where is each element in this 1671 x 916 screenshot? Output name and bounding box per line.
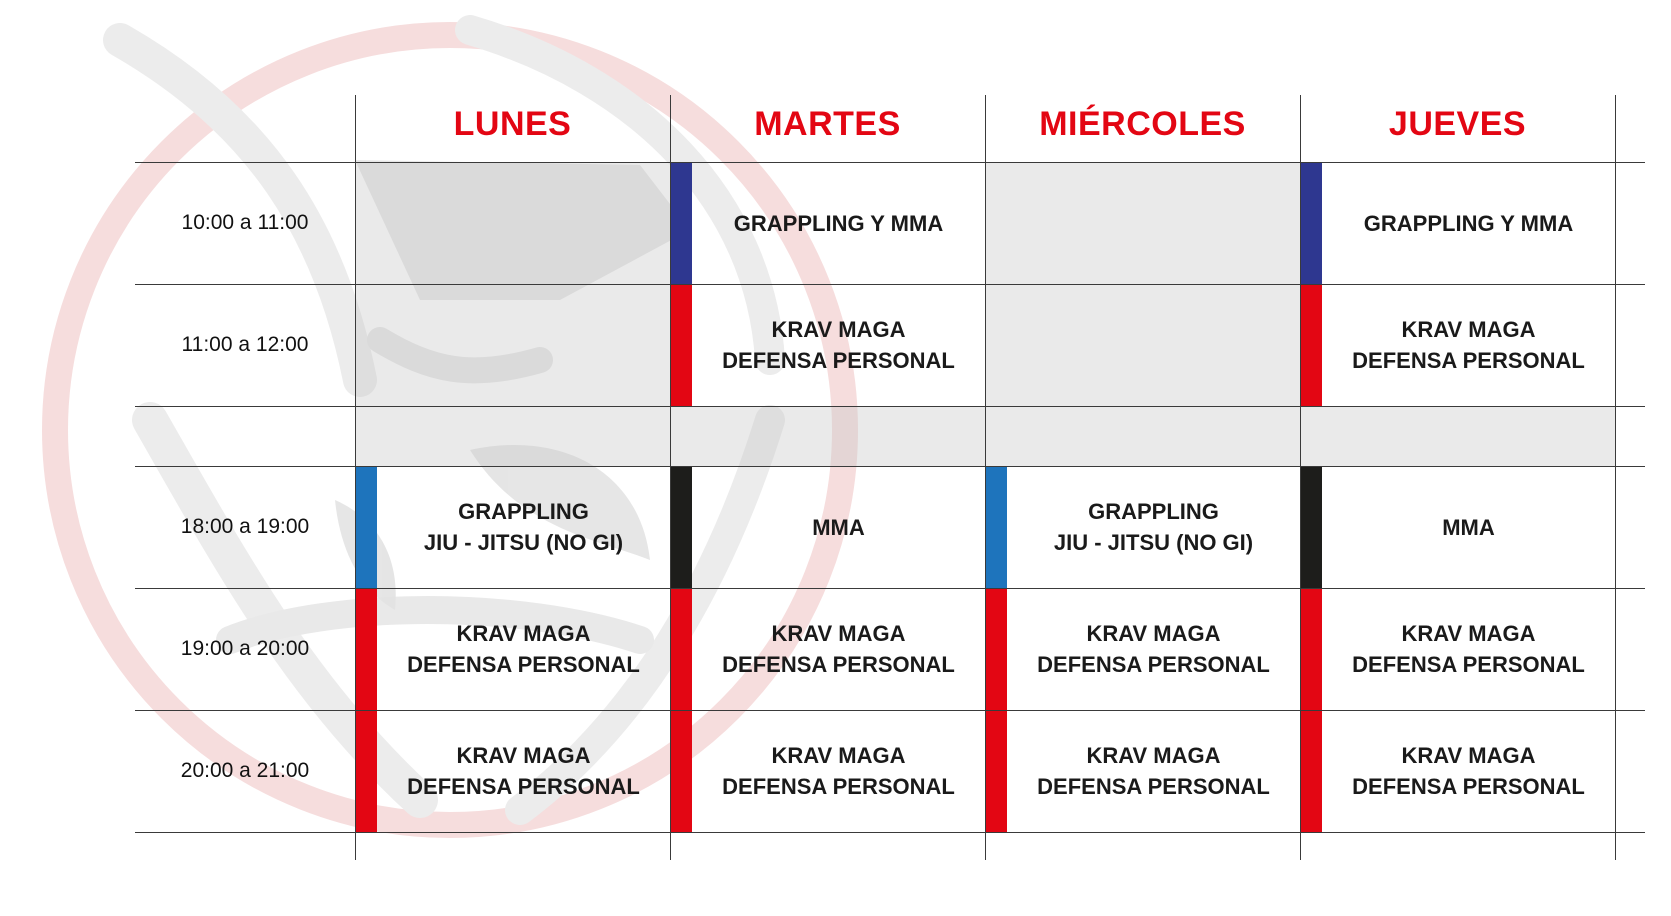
class-name-line: GRAPPLING Y MMA: [1363, 210, 1574, 236]
class-name: [1322, 162, 1615, 284]
class-name-line: KRAV MAGA: [456, 743, 591, 768]
empty-slot: [670, 406, 985, 466]
class-name: [377, 710, 670, 832]
day-header-2: MIÉRCOLES: [1039, 104, 1246, 143]
class-name-line: KRAV MAGA: [1086, 621, 1221, 646]
class-color-bar: [670, 466, 692, 588]
class-cell: [1300, 588, 1615, 710]
class-name-line: DEFENSA PERSONAL: [1352, 348, 1585, 373]
class-name: [692, 284, 985, 406]
class-cell: [670, 466, 985, 588]
class-cell: [985, 710, 1300, 832]
class-color-bar: [1300, 710, 1322, 832]
class-name: [1007, 710, 1300, 832]
time-slot-label: 20:00 a 21:00: [180, 759, 310, 782]
class-name-line: DEFENSA PERSONAL: [722, 774, 955, 799]
class-name-line: KRAV MAGA: [1086, 743, 1221, 768]
class-name-line: GRAPPLING: [458, 499, 589, 524]
class-color-bar: [985, 710, 1007, 832]
row-divider: [135, 466, 1645, 467]
time-slot-label: 11:00 a 12:00: [181, 333, 309, 356]
class-name-line: KRAV MAGA: [456, 621, 591, 646]
class-name: [1007, 466, 1300, 588]
row-divider: [135, 710, 1645, 711]
class-name-line: DEFENSA PERSONAL: [1352, 652, 1585, 677]
class-name-line: KRAV MAGA: [1401, 317, 1536, 342]
class-name-line: JIU - JITSU (NO GI): [423, 530, 624, 555]
class-cell: [355, 588, 670, 710]
class-name-line: DEFENSA PERSONAL: [722, 348, 955, 373]
class-name-line: DEFENSA PERSONAL: [407, 652, 640, 677]
class-color-bar: [1300, 284, 1322, 406]
class-cell: [1300, 284, 1615, 406]
empty-slot: [985, 406, 1300, 466]
time-slot-label: 10:00 a 11:00: [181, 211, 309, 234]
class-color-bar: [670, 710, 692, 832]
class-name: [692, 588, 985, 710]
class-color-bar: [355, 466, 377, 588]
class-color-bar: [985, 466, 1007, 588]
column-divider: [985, 95, 986, 860]
class-name-line: DEFENSA PERSONAL: [407, 774, 640, 799]
row-divider: [135, 406, 1645, 407]
class-name: [1322, 710, 1615, 832]
empty-slot: [1300, 406, 1615, 466]
class-name-line: DEFENSA PERSONAL: [1352, 774, 1585, 799]
class-cell: [670, 284, 985, 406]
empty-slot: [355, 162, 670, 284]
class-name-line: JIU - JITSU (NO GI): [1053, 530, 1254, 555]
class-name: [377, 588, 670, 710]
class-color-bar: [1300, 466, 1322, 588]
class-cell: [1300, 466, 1615, 588]
empty-slot: [985, 162, 1300, 284]
class-name-line: KRAV MAGA: [771, 317, 906, 342]
time-slot-label: 19:00 a 20:00: [180, 637, 310, 660]
class-name-line: KRAV MAGA: [1401, 621, 1536, 646]
class-color-bar: [355, 588, 377, 710]
day-header-0: LUNES: [453, 104, 572, 143]
class-name-line: MMA: [812, 514, 865, 540]
class-name: [692, 466, 985, 588]
class-color-bar: [1300, 588, 1322, 710]
day-header-1: MARTES: [754, 104, 901, 143]
empty-slot: [355, 406, 670, 466]
class-cell: [355, 466, 670, 588]
day-header-3: JUEVES: [1388, 104, 1527, 143]
class-name-line: DEFENSA PERSONAL: [1037, 652, 1270, 677]
column-divider: [670, 95, 671, 860]
class-name-line: KRAV MAGA: [1401, 743, 1536, 768]
class-cell: [670, 710, 985, 832]
class-name-line: GRAPPLING: [1088, 499, 1219, 524]
class-color-bar: [670, 162, 692, 284]
class-color-bar: [355, 710, 377, 832]
class-cell: [985, 466, 1300, 588]
class-name-line: KRAV MAGA: [771, 743, 906, 768]
class-cell: [355, 710, 670, 832]
column-divider: [1615, 95, 1616, 860]
time-slot-label: 18:00 a 19:00: [180, 515, 310, 538]
class-color-bar: [670, 588, 692, 710]
class-name-line: GRAPPLING Y MMA: [733, 210, 944, 236]
class-name-line: DEFENSA PERSONAL: [722, 652, 955, 677]
class-name: [692, 710, 985, 832]
class-color-bar: [670, 284, 692, 406]
empty-slot: [985, 284, 1300, 406]
class-name: [377, 466, 670, 588]
class-cell: [670, 162, 985, 284]
class-name-line: MMA: [1442, 514, 1495, 540]
class-name: [692, 162, 985, 284]
row-divider: [135, 588, 1645, 589]
column-divider: [355, 95, 356, 860]
column-divider: [1300, 95, 1301, 860]
class-color-bar: [985, 588, 1007, 710]
class-cell: [670, 588, 985, 710]
class-name: [1322, 466, 1615, 588]
class-name-line: KRAV MAGA: [771, 621, 906, 646]
class-name: [1322, 284, 1615, 406]
class-name: [1322, 588, 1615, 710]
class-cell: [1300, 710, 1615, 832]
row-divider: [135, 162, 1645, 163]
class-name-line: DEFENSA PERSONAL: [1037, 774, 1270, 799]
class-name: [1007, 588, 1300, 710]
class-cell: [1300, 162, 1615, 284]
empty-slot: [355, 284, 670, 406]
row-divider: [135, 284, 1645, 285]
row-divider: [135, 832, 1645, 833]
class-cell: [985, 588, 1300, 710]
class-color-bar: [1300, 162, 1322, 284]
